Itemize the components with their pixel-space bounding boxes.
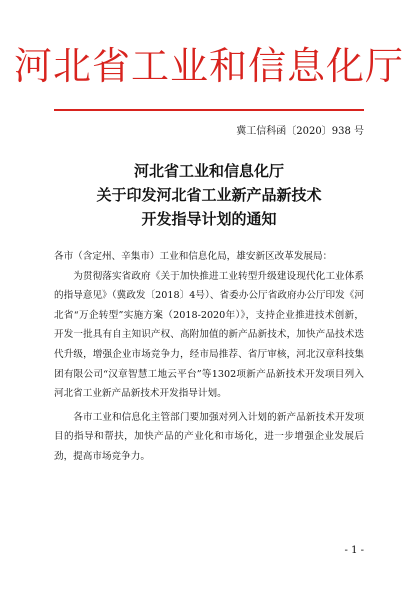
title-line-2: 关于印发河北省工业新产品新技术 xyxy=(96,186,322,204)
document-number: 冀工信科函〔2020〕938 号 xyxy=(236,126,364,137)
title-line-3: 开发指导计划的通知 xyxy=(141,210,277,228)
body-paragraph-1: 为贯彻落实省政府《关于加快推进工业转型升级建设现代化工业体系的指导意见》（冀政发〔2018〕4号）、省委办公厅省政府办公厅印发《河北省“万企转型”实施方案（2018-2020年）》，支持企业推进技术创新，开发一批具有自主知识产权、高附加值的新产品新技术，加快产品技术迭代升级，增强企业市场竞争力，经市局推荐、省厅审核，河北汉章科技集团有限公司“汉章智慧工地云平台”等1302项新产品新技术开发项目列入河北省工业新产品新技术开发指导计划。 xyxy=(54,270,364,400)
document-title xyxy=(0,159,418,231)
body-paragraph-2: 各市工业和信息化主管部门要加强对列入计划的新产品新技术开发项目的指导和帮扶，加快产品的产业化和市场化，进一步增强企业发展后劲，提高市场竞争力。 xyxy=(54,411,364,462)
page-number: - 1 - xyxy=(344,545,364,556)
title-line-1: 河北省工业和信息化厅 xyxy=(133,162,284,180)
masthead: 河北省工业和信息化厅 xyxy=(13,44,404,88)
salutation: 各市（含定州、辛集市）工业和信息化局，雄安新区改革发展局： xyxy=(54,251,333,262)
document-body xyxy=(54,247,364,467)
masthead-rule xyxy=(54,109,364,111)
